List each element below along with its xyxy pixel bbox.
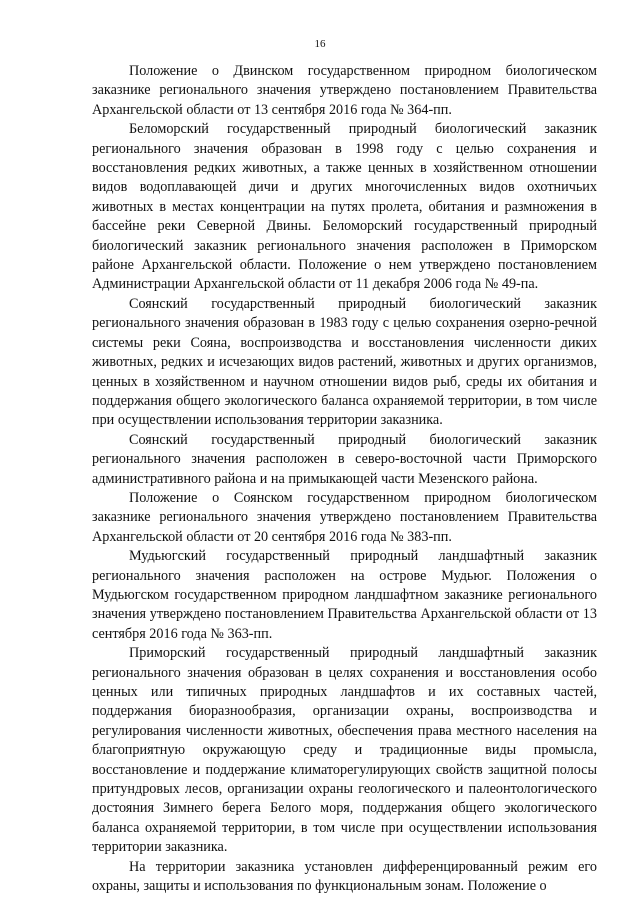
paragraph-mudyugsky-reserve: Мудьюгский государственный природный ландшафтный заказник регионального значения расположен на острове Мудьюг. Положения о Мудьюгском государственном природном ландшафтном заказнике регионального значения утверждено постановлением Правительства Архангельской области от 13 сентября 2016 года № 363-пп. [92,548,597,642]
paragraph-zoning-regime: На территории заказника установлен дифференцированный режим его охраны, защиты и использования по функциональным зонам. Положение о [92,858,597,895]
paragraph-soyansky-location: Соянский государственный природный биологический заказник регионального значения расположен в северо-восточной части Приморского административного района и на примыкающей части Мезенского района. [92,431,597,487]
paragraph-soyansky-reserve: Соянский государственный природный биологический заказник регионального значения образован в 1983 году с целью сохранения озерно-речной системы реки Сояна, воспроизводства и восстановления численности диких животных, редких и исчезающих видов растений, животных и других организмов, ценных в хозяйственном и научном отношении видов рыб, среды их обитания и поддержания общего экологического баланса охраняемой территории, в том числе при осуществлении использования территории заказника. [92,295,597,429]
paragraph-belomorsky-reserve: Беломорский государственный природный биологический заказник регионального значения образован в 1998 году с целью сохранения и восстановления редких животных, а также ценных в хозяйственном отношении видов водоплавающей дичи и других многочисленных видов охотничьих животных в местах концентрации на путях пролета, обитания и размножения в бассейне реки Северной Двины. Беломорский государственный природный биологический заказник регионального значения расположен в Приморском районе Архангельской области. Положение о нем утверждено постановлением Администрации Архангельской области от 11 декабря 2006 года № 49-па. [92,121,597,293]
paragraph-primorsky-reserve: Приморский государственный природный ландшафтный заказник регионального значения образован в целях сохранения и восстановления особо ценных или типичных природных ландшафтов и их составных частей, поддержания биоразнообразия, организации охраны, воспроизводства и регулирования численности животных, обеспечения права местного населения на благоприятную окружающую среду и традиционные виды промысла, восстановление и поддержание климаторегулирующих свойств защитной полосы притундровых лесов, организации охраны геологического и палеонтологического достояния Зимнего берега Белого моря, поддержания общего экологического баланса охраняемой территории, в том числе при осуществлении использования территории заказника. [92,645,597,856]
document-body [92,62,597,896]
paragraph-soyansky-regulation: Положение о Соянском государственном природном биологическом заказнике регионального значения утверждено постановлением Правительства Архангельской области от 20 сентября 2016 года № 383-пп. [92,489,597,545]
paragraph-dvinsky-regulation: Положение о Двинском государственном природном биологическом заказнике регионального значения утверждено постановлением Правительства Архангельской области от 13 сентября 2016 года № 364-пп. [92,63,597,118]
page-number: 16 [314,38,326,50]
